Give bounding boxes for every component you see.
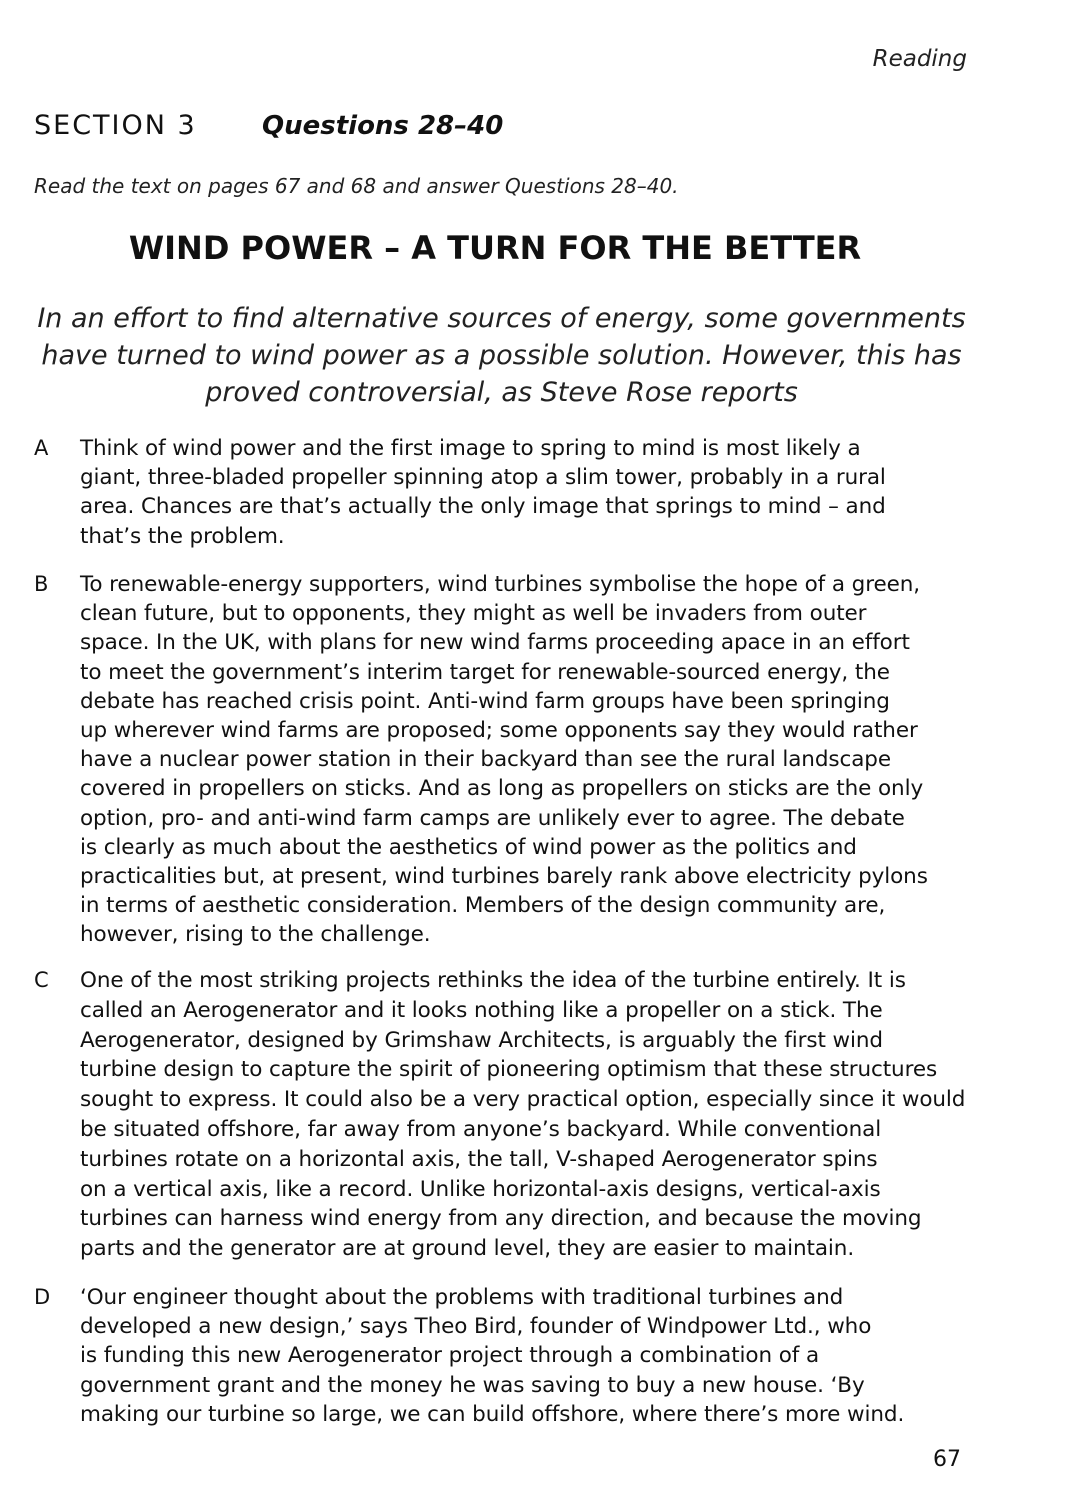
paragraph-b <box>34 570 974 950</box>
running-header: Reading <box>872 46 967 72</box>
instruction-text: Read the text on pages 67 and 68 and answer Questions 28–40. <box>34 174 679 198</box>
paragraph-text <box>80 966 974 1264</box>
text-line: that’s the problem. <box>80 523 285 549</box>
subtitle-line: have turned to wind power as a possible solution. However, this has <box>41 340 962 371</box>
text-line: in terms of aesthetic consideration. Members of the design community are, <box>80 893 886 919</box>
text-line: giant, three-bladed propeller spinning atop a slim tower, probably in a rural <box>80 465 886 491</box>
section-label: SECTION 3 <box>34 110 197 141</box>
article-title: WIND POWER – A TURN FOR THE BETTER <box>128 229 862 267</box>
text-line: Aerogenerator, designed by Grimshaw Architects, is arguably the first wind <box>80 1027 883 1053</box>
text-line: turbines can harness wind energy from any direction, and because the moving <box>80 1206 922 1232</box>
text-line: is clearly as much about the aesthetics of wind power as the politics and <box>80 834 857 860</box>
paragraph-text <box>80 434 974 551</box>
paragraph-letter: A <box>34 436 49 460</box>
text-line: practicalities but, at present, wind turbines barely rank above electricity pylons <box>80 864 928 890</box>
text-line: turbine design to capture the spirit of pioneering optimism that these structures <box>80 1057 938 1083</box>
subtitle-line: In an effort to find alternative sources of energy, some governments <box>37 303 966 334</box>
paragraph-c <box>34 966 974 1264</box>
text-line: One of the most striking projects rethinks the idea of the turbine entirely. It is <box>80 968 906 993</box>
text-line: Think of wind power and the first image to spring to mind is most likely a <box>80 436 861 461</box>
section-questions: Questions 28–40 <box>262 111 504 141</box>
text-line: To renewable-energy supporters, wind turbines symbolise the hope of a green, <box>80 572 920 597</box>
text-line: is funding this new Aerogenerator project through a combination of a <box>80 1343 820 1369</box>
paragraph-letter: D <box>34 1285 51 1309</box>
text-line: government grant and the money he was saving to buy a new house. ‘By <box>80 1372 865 1398</box>
text-line: to meet the government’s interim target for renewable-sourced energy, the <box>80 659 890 685</box>
text-line: turbines rotate on a horizontal axis, the tall, V-shaped Aerogenerator spins <box>80 1146 878 1172</box>
text-line: developed a new design,’ says Theo Bird, founder of Windpower Ltd., who <box>80 1314 872 1340</box>
text-line: parts and the generator are at ground level, they are easier to maintain. <box>80 1236 855 1262</box>
text-line: be situated offshore, far away from anyone’s backyard. While conventional <box>80 1116 882 1142</box>
text-line: on a vertical axis, like a record. Unlike horizontal-axis designs, vertical-axis <box>80 1176 881 1202</box>
article-subtitle <box>34 300 969 411</box>
text-line: have a nuclear power station in their backyard than see the rural landscape <box>80 747 891 773</box>
text-line: covered in propellers on sticks. And as long as propellers on sticks are the only <box>80 776 924 802</box>
text-line: area. Chances are that’s actually the only image that springs to mind – and <box>80 494 886 520</box>
text-line: however, rising to the challenge. <box>80 922 431 948</box>
text-line: space. In the UK, with plans for new wind farms proceeding apace in an effort <box>80 630 910 656</box>
subtitle-line: proved controversial, as Steve Rose reports <box>205 377 798 408</box>
text-line: clean future, but to opponents, they might as well be invaders from outer <box>80 601 867 627</box>
paragraph-text <box>80 570 974 950</box>
text-line: making our turbine so large, we can build offshore, where there’s more wind. <box>80 1401 905 1427</box>
text-line: sought to express. It could also be a very practical option, especially since it would <box>80 1087 966 1113</box>
section-heading <box>34 110 503 141</box>
paragraph-letter: C <box>34 968 49 992</box>
text-line: ‘Our engineer thought about the problems with traditional turbines and <box>80 1285 844 1310</box>
text-line: debate has reached crisis point. Anti-wind farm groups have been springing <box>80 688 890 714</box>
page-number: 67 <box>933 1447 961 1472</box>
paragraph-text <box>80 1283 974 1429</box>
text-line: option, pro- and anti-wind farm camps are unlikely ever to agree. The debate <box>80 805 905 831</box>
text-line: called an Aerogenerator and it looks nothing like a propeller on a stick. The <box>80 997 883 1023</box>
text-line: up wherever wind farms are proposed; some opponents say they would rather <box>80 718 918 744</box>
paragraph-a <box>34 434 974 551</box>
paragraph-d <box>34 1283 974 1429</box>
paragraph-letter: B <box>34 572 49 596</box>
